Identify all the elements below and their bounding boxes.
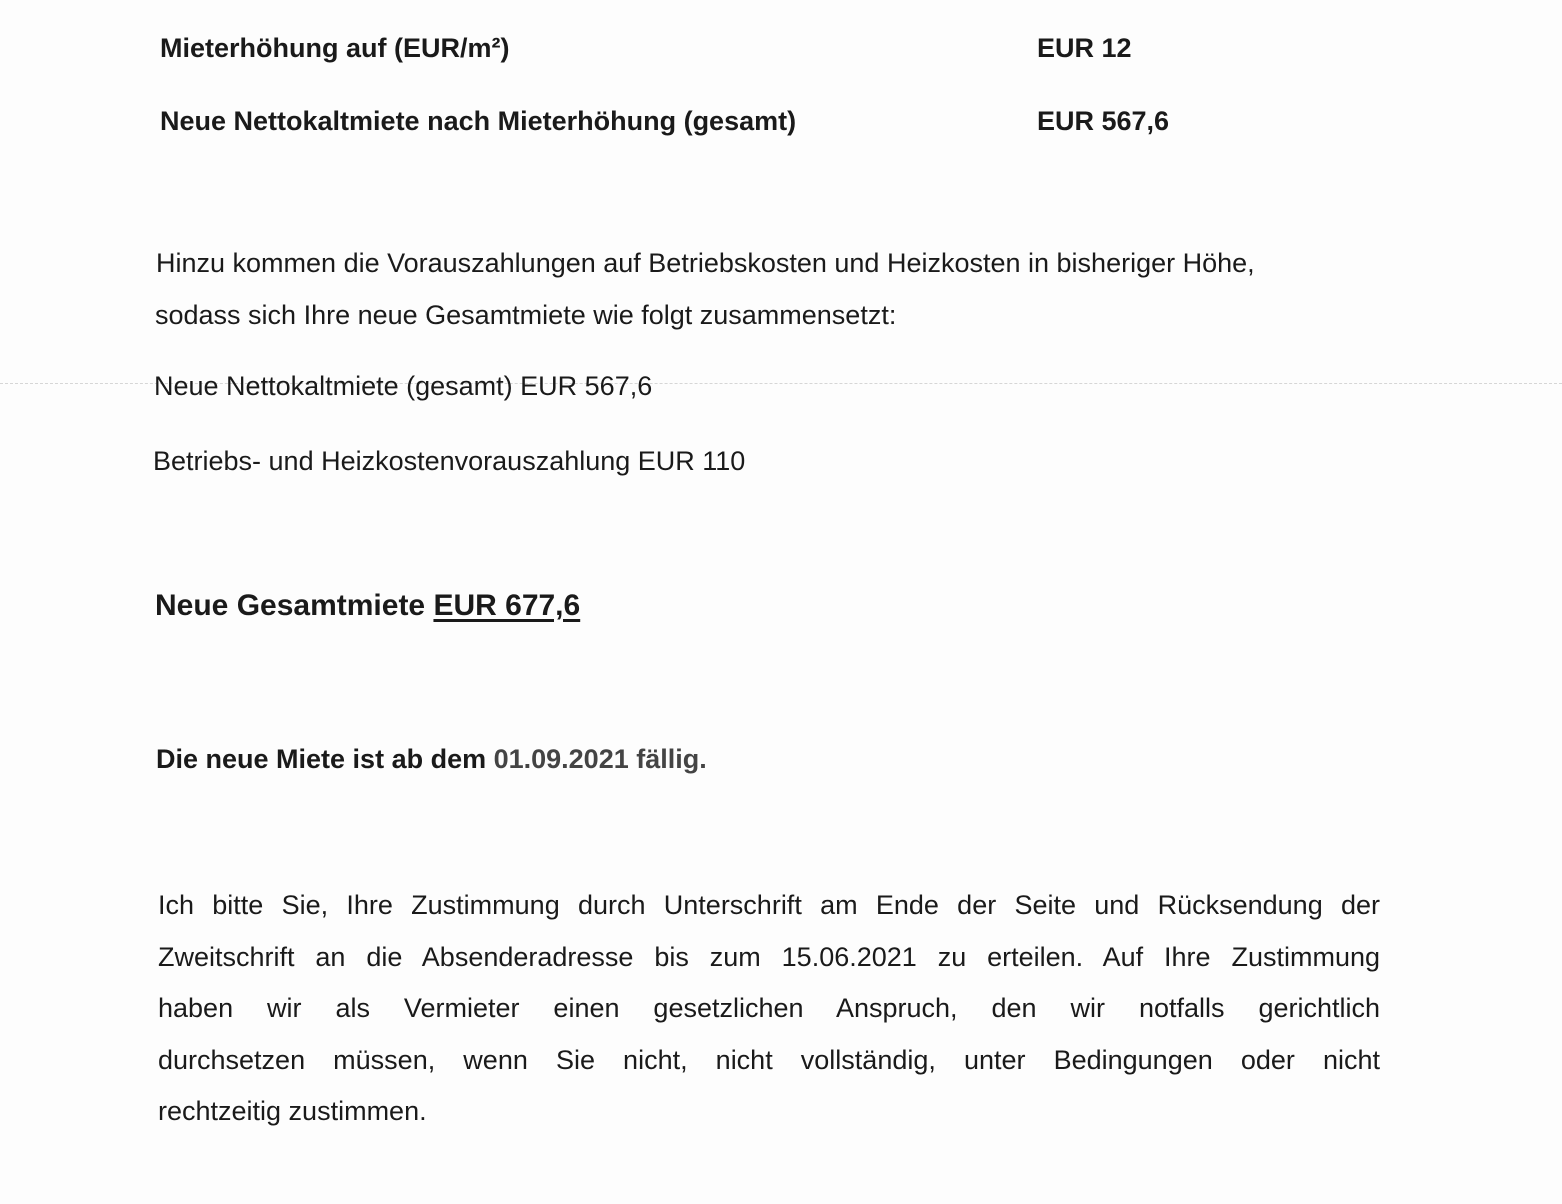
due-text: Die neue Miete ist ab dem: [156, 744, 494, 774]
new-net-rent-value: EUR 567,6: [1037, 106, 1170, 136]
closing-line-3: haben wir als Vermieter einen gesetzlichen Anspruch, den wir notfalls gerichtlich: [158, 993, 1380, 1023]
due-date: 01.09.2021 fällig.: [493, 744, 707, 774]
total-rent-amount: EUR 677,6: [433, 589, 581, 622]
rent-increase-value: EUR 12: [1037, 33, 1132, 63]
new-net-rent-label: Neue Nettokaltmiete nach Mieterhöhung (gesamt): [160, 106, 797, 136]
intro-line-2: sodass sich Ihre neue Gesamtmiete wie folgt zusammensetzt:: [155, 300, 897, 330]
rent-increase-label: Mieterhöhung auf (EUR/m²): [160, 33, 510, 63]
intro-line-1: Hinzu kommen die Vorauszahlungen auf Betriebskosten und Heizkosten in bisheriger Höhe,: [156, 248, 1255, 278]
closing-paragraph: [158, 880, 1380, 1138]
breakdown-advance-payment: Betriebs- und Heizkostenvorauszahlung EUR 110: [153, 446, 746, 476]
total-rent: [155, 589, 580, 623]
due-date-statement: [156, 744, 707, 775]
closing-line-4: durchsetzen müssen, wenn Sie nicht, nicht vollständig, unter Bedingungen oder nicht: [158, 1044, 1380, 1075]
closing-line-5: rechtzeitig zustimmen.: [158, 1096, 427, 1126]
total-rent-label: Neue Gesamtmiete: [155, 589, 434, 622]
closing-line-1: Ich bitte Sie, Ihre Zustimmung durch Unterschrift am Ende der Seite und Rücksendung der: [158, 890, 1380, 920]
breakdown-net-rent: Neue Nettokaltmiete (gesamt) EUR 567,6: [154, 371, 653, 401]
closing-line-2: Zweitschrift an die Absenderadresse bis zum 15.06.2021 zu erteilen. Auf Ihre Zustimmung: [158, 941, 1380, 972]
